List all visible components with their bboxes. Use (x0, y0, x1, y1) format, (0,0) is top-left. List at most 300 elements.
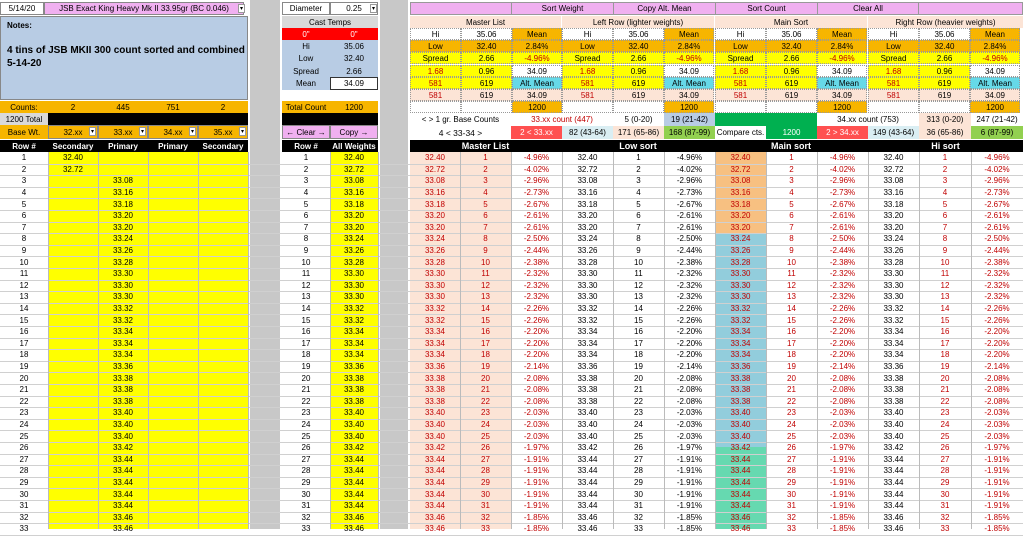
primary-33-value: 33.30 (112, 280, 134, 290)
low-pct: -2.20% (676, 350, 703, 360)
hi-weight: 33.38 (883, 396, 904, 406)
master-weight: 33.38 (424, 385, 446, 395)
pellet-title-dropdown[interactable]: JSB Exact King Heavy Mk II 33.95gr (BC 0.046) (44, 2, 244, 15)
low-index: 27 (634, 454, 643, 464)
hi-weight: 33.20 (883, 211, 904, 221)
master-weight: 33.44 (424, 489, 446, 499)
left-row-stat-r6-c2: 1200 (664, 101, 714, 113)
row-number: 3 (21, 176, 27, 186)
master-index: 20 (481, 373, 490, 383)
hi-pct: -2.50% (984, 234, 1010, 244)
hi-pct: -2.08% (984, 396, 1010, 406)
low-weight: 33.18 (577, 199, 598, 209)
master-pct: -2.61% (523, 211, 550, 221)
row-number: 7 (21, 222, 27, 232)
hi-weight: 33.46 (883, 512, 904, 522)
low-value: 32.40 (330, 52, 378, 65)
primary-33-value: 33.38 (112, 396, 134, 406)
bin-21-42-high: 247 (21-42) (971, 113, 1023, 126)
col-divider (613, 152, 614, 529)
main-weight: 33.38 (730, 396, 751, 406)
left-row-stat-r0-c0: Hi (562, 28, 613, 40)
master-weight: 33.34 (424, 350, 446, 360)
master-pct: -2.08% (523, 396, 550, 406)
all-weight-value: 33.38 (343, 373, 365, 383)
mid-row-number: 19 (301, 362, 311, 372)
hi-weight: 33.38 (883, 373, 904, 383)
main-weight: 33.46 (730, 512, 751, 522)
main-index: 29 (787, 478, 796, 488)
master-weight: 33.40 (424, 420, 446, 430)
main-pct: -2.96% (829, 176, 856, 186)
hi-pct: -2.61% (984, 211, 1010, 221)
hdr-secondary-low: Secondary (48, 140, 98, 152)
master-weight: 33.20 (424, 211, 446, 221)
low-weight: 33.30 (577, 280, 598, 290)
all-weight-value: 33.46 (343, 524, 365, 534)
main-weight: 33.30 (730, 292, 751, 302)
master-pct: -1.85% (523, 524, 550, 534)
master-index: 8 (483, 234, 488, 244)
main-weight: 33.30 (730, 280, 751, 290)
primary-33-value: 33.20 (112, 222, 134, 232)
date-cell[interactable]: 5/14/20 (0, 2, 44, 15)
row-number: 28 (19, 466, 29, 476)
low-pct: -2.20% (676, 327, 703, 337)
all-weight-value: 33.40 (343, 420, 365, 430)
col-divider (511, 152, 512, 529)
main-index: 27 (787, 454, 796, 464)
master-index: 30 (481, 489, 490, 499)
primary-33-value: 33.44 (112, 466, 134, 476)
master-pct: -2.03% (523, 431, 550, 441)
hi-pct: -2.32% (984, 292, 1010, 302)
main-index: 6 (789, 211, 794, 221)
low-index: 11 (634, 269, 643, 279)
main-sort-stat-r1-c0: Low (715, 40, 766, 52)
row-number: 18 (19, 350, 29, 360)
row-number: 22 (19, 396, 29, 406)
secondary-low-value (48, 372, 98, 384)
low-index: 19 (634, 362, 643, 372)
row-number: 27 (19, 454, 29, 464)
low-pct: -1.91% (676, 466, 703, 476)
hi-pct: -1.91% (984, 489, 1010, 499)
hi-weight: 33.32 (883, 315, 904, 325)
main-sort-stat-r2-c1: 2.66 (766, 52, 817, 64)
main-index: 14 (787, 304, 796, 314)
main-pct: -2.32% (829, 280, 856, 290)
mean-label: Mean (282, 77, 330, 90)
main-sort-stat-r3-c1: 0.96 (766, 65, 817, 77)
main-pct: -2.03% (829, 420, 856, 430)
primary-33-value: 33.38 (112, 385, 134, 395)
primary-33-value: 33.32 (112, 315, 134, 325)
hi-weight: 33.26 (883, 246, 904, 256)
copy-alt-mean-button[interactable]: Copy Alt. Mean (613, 2, 715, 15)
hi-pct: -4.96% (984, 153, 1010, 163)
main-sort-stat-r4-c0: 581 (715, 77, 766, 89)
secondary-low-value (48, 326, 98, 338)
left-row-stat-r2-c1: 2.66 (613, 52, 664, 64)
hdr-row-num: Row # (0, 140, 48, 152)
hi-weight: 33.38 (883, 385, 904, 395)
hi-pct: -4.02% (984, 164, 1010, 174)
all-weight-value: 33.34 (343, 350, 365, 360)
master-stat-r5-c2: 34.09 (512, 89, 562, 101)
row-number: 23 (19, 408, 29, 418)
bin-43-64-high: 149 (43-64) (868, 126, 919, 139)
main-index: 20 (787, 373, 796, 383)
master-stat-r6-c1 (461, 101, 512, 113)
main-pct: -2.20% (829, 327, 856, 337)
sort-count-button[interactable]: Sort Count (715, 2, 817, 15)
left-row-title: Left Row (lighter weights) (562, 16, 714, 28)
all-weight-value: 33.16 (343, 188, 365, 198)
base-34-dropdown[interactable]: 34.xx (148, 125, 198, 139)
mid-row-number: 7 (303, 222, 309, 232)
spread-value: 2.66 (330, 65, 378, 77)
clear-all-button[interactable]: Clear All (817, 2, 919, 15)
primary-33-value: 33.44 (112, 489, 134, 499)
separator (250, 0, 280, 529)
hi-pct: -2.03% (984, 431, 1010, 441)
right-row-stat-r6-c0 (868, 101, 919, 113)
secondary-low-value (48, 512, 98, 524)
low-pct: -2.61% (676, 222, 703, 232)
row-number: 25 (19, 431, 29, 441)
main-index: 32 (787, 512, 796, 522)
master-index: 25 (481, 431, 490, 441)
all-weight-value: 33.40 (343, 408, 365, 418)
row-number: 10 (19, 257, 29, 267)
clear-button[interactable]: ← Clear → (282, 125, 330, 139)
main-pct: -4.96% (829, 153, 856, 163)
master-stat-r2-c1: 2.66 (461, 52, 512, 64)
primary-33-value: 33.44 (112, 501, 134, 511)
total-label: 1200 Total (0, 113, 48, 125)
all-weight-value: 33.30 (343, 269, 365, 279)
chevron-down-icon[interactable]: ▾ (239, 6, 243, 12)
mean-value: 34.09 (330, 77, 378, 90)
hi-weight: 33.20 (883, 222, 904, 232)
main-weight: 33.30 (730, 269, 751, 279)
hi-weight: 33.34 (883, 350, 904, 360)
main-weight: 33.32 (730, 304, 751, 314)
master-pct: -2.26% (523, 304, 550, 314)
master-stat-r5-c0: 581 (410, 89, 461, 101)
secondary-low-value (48, 245, 98, 257)
left-row-stat-r4-c1: 619 (613, 77, 664, 89)
low-index: 30 (634, 489, 643, 499)
master-weight: 33.44 (424, 466, 446, 476)
left-row-stat-r3-c2: 34.09 (664, 65, 714, 77)
secondary-low-value (48, 500, 98, 512)
left-row-stat-r2-c2: -4.96% (664, 52, 714, 64)
base-33-dropdown[interactable]: 33.xx (98, 125, 148, 139)
low-index: 25 (634, 431, 643, 441)
col-divider (378, 152, 379, 529)
chevron-down-icon[interactable]: ▾ (240, 129, 244, 135)
main-pct: -2.61% (829, 222, 856, 232)
main-index: 1 (789, 153, 794, 163)
master-pct: -1.85% (523, 512, 550, 522)
master-weight: 33.46 (424, 524, 446, 534)
all-weight-value: 33.24 (343, 234, 365, 244)
main-pct: -2.44% (829, 246, 856, 256)
col-divider (248, 152, 249, 529)
right-row-stat-r6-c2: 1200 (970, 101, 1020, 113)
hi-pct: -1.97% (984, 443, 1010, 453)
main-weight: 33.24 (730, 234, 751, 244)
count-prim-34: 751 (148, 101, 198, 113)
main-pct: -1.91% (829, 489, 856, 499)
all-weight-value: 33.44 (343, 489, 365, 499)
diameter-dropdown[interactable]: 0.25 (330, 2, 378, 15)
base-32-dropdown[interactable]: 32.xx (48, 125, 98, 139)
mid-row-number: 15 (301, 315, 311, 325)
separator (380, 0, 408, 529)
low-pct: -2.61% (676, 211, 703, 221)
primary-33-value: 33.32 (112, 304, 134, 314)
low-pct: -2.73% (676, 188, 703, 198)
low-pct: -4.96% (676, 153, 703, 163)
col-divider (817, 152, 818, 529)
hi-pct: -2.61% (984, 222, 1010, 232)
master-index: 13 (481, 292, 490, 302)
primary-33-value: 33.40 (112, 431, 134, 441)
low-weight: 33.32 (577, 304, 598, 314)
primary-33-value: 33.24 (112, 234, 134, 244)
col-divider (148, 152, 149, 529)
low-pct: -1.91% (676, 501, 703, 511)
master-weight: 32.40 (424, 153, 446, 163)
chevron-down-icon[interactable]: ▾ (90, 129, 94, 135)
main-weight: 33.28 (730, 257, 751, 267)
all-weight-value: 33.30 (343, 292, 365, 302)
master-stat-r2-c2: -4.96% (512, 52, 562, 64)
low-weight: 33.44 (577, 489, 598, 499)
main-index: 11 (787, 269, 796, 279)
hi-index: 1 (942, 153, 948, 163)
hi-weight: 33.44 (883, 489, 904, 499)
bin-0-20-high: 313 (0-20) (919, 113, 971, 126)
row-number: 8 (21, 234, 27, 244)
low-pct: -2.50% (676, 234, 703, 244)
low-weight: 33.44 (577, 501, 598, 511)
master-stat-r4-c1: 619 (461, 77, 512, 89)
main-weight: 32.40 (730, 153, 751, 163)
master-index: 2 (483, 164, 488, 174)
main-weight: 33.38 (730, 373, 751, 383)
row-number: 31 (19, 501, 29, 511)
hdr-primary-34: Primary (148, 140, 198, 152)
hi-index: 33 (940, 524, 950, 534)
master-index: 27 (481, 454, 490, 464)
master-pct: -1.91% (523, 478, 550, 488)
main-sort-stat-r3-c0: 1.68 (715, 65, 766, 77)
mid-row-number: 24 (301, 420, 311, 430)
cast-temp-2[interactable]: 0" (330, 28, 378, 40)
low-weight: 33.26 (577, 246, 598, 256)
low-index: 28 (634, 466, 643, 476)
hi-pct: -2.20% (984, 327, 1010, 337)
right-row-stat-r0-c0: Hi (868, 28, 919, 40)
master-stat-r3-c0: 1.68 (410, 65, 461, 77)
all-weight-value: 33.46 (343, 512, 365, 522)
low-index: 31 (634, 501, 643, 511)
col-divider (562, 152, 563, 529)
hi-index: 8 (942, 234, 948, 244)
mid-row-number: 26 (301, 443, 311, 453)
low-weight: 33.42 (577, 443, 598, 453)
master-pct: -2.14% (523, 362, 550, 372)
low-pct: -2.96% (676, 176, 703, 186)
row-number: 1 (21, 153, 27, 163)
main-weight: 33.36 (730, 362, 751, 372)
hi-weight: 33.40 (883, 408, 904, 418)
primary-33-value: 33.44 (112, 478, 134, 488)
main-index: 26 (787, 443, 796, 453)
cast-temp-1[interactable]: 0" (282, 28, 330, 40)
master-index: 14 (481, 304, 490, 314)
all-weight-value: 33.32 (343, 304, 365, 314)
primary-33-value: 33.20 (112, 211, 134, 221)
low-index: 6 (636, 211, 641, 221)
secondary-low-value (48, 314, 98, 326)
main-weight: 33.26 (730, 246, 751, 256)
main-weight: 33.16 (730, 188, 751, 198)
main-pct: -1.91% (829, 466, 856, 476)
hi-pct: -2.14% (984, 362, 1010, 372)
master-pct: -4.96% (523, 153, 550, 163)
master-weight: 33.44 (424, 501, 446, 511)
low-weight: 33.40 (577, 431, 598, 441)
hi-index: 11 (940, 269, 950, 279)
main-index: 12 (787, 280, 796, 290)
right-row-stat-r2-c0: Spread (868, 52, 919, 64)
low-index: 21 (634, 385, 643, 395)
all-weight-value: 33.32 (343, 315, 365, 325)
main-pct: -2.67% (829, 199, 856, 209)
left-row-stat-r6-c1 (613, 101, 664, 113)
master-pct: -2.20% (523, 327, 550, 337)
low-index: 14 (634, 304, 643, 314)
left-row-stat-r6-c0 (562, 101, 613, 113)
secondary-low-value (48, 268, 98, 280)
master-weight: 33.18 (424, 199, 446, 209)
low-weight: 33.34 (577, 338, 598, 348)
hi-pct: -2.44% (984, 246, 1010, 256)
right-row-stat-r5-c0: 581 (868, 89, 919, 101)
master-weight: 33.34 (424, 338, 446, 348)
master-pct: -2.38% (523, 257, 550, 267)
main-weight: 33.20 (730, 222, 751, 232)
low-pct: -1.85% (676, 524, 703, 534)
hdr-secondary-high: Secondary (198, 140, 248, 152)
main-sort-stat-r0-c0: Hi (715, 28, 766, 40)
all-weight-value: 33.38 (343, 385, 365, 395)
main-sort-stat-r5-c0: 581 (715, 89, 766, 101)
low-weight: 33.08 (577, 176, 598, 186)
hi-pct: -1.91% (984, 466, 1010, 476)
hi-pct: -2.38% (984, 257, 1010, 267)
secondary-low-value: 32.40 (62, 153, 84, 163)
secondary-low-value (48, 222, 98, 234)
master-index: 19 (481, 362, 490, 372)
notes-area[interactable] (0, 16, 248, 100)
master-pct: -2.61% (523, 222, 550, 232)
all-weight-value: 33.44 (343, 454, 365, 464)
low-pct: -2.20% (676, 338, 703, 348)
main-index: 2 (789, 164, 794, 174)
low-index: 29 (634, 478, 643, 488)
hi-pct: -2.08% (984, 373, 1010, 383)
hi-index: 13 (940, 292, 950, 302)
copy-button[interactable]: Copy → (330, 125, 378, 139)
low-pct: -2.32% (676, 292, 703, 302)
col-divider (868, 152, 869, 529)
mid-row-number: 18 (301, 350, 311, 360)
hi-index: 23 (940, 408, 950, 418)
row-number: 29 (19, 478, 29, 488)
low-index: 4 (636, 188, 641, 198)
sort-weight-button[interactable]: Sort Weight (511, 2, 613, 15)
row-number: 5 (21, 199, 27, 209)
bin-87-99-high: 6 (87-99) (971, 126, 1023, 139)
cast-temps-label: Cast Temps (282, 16, 378, 28)
hi-weight: 33.34 (883, 327, 904, 337)
main-weight: 33.38 (730, 385, 751, 395)
low-weight: 33.44 (577, 454, 598, 464)
base-35-dropdown[interactable]: 35.xx (198, 125, 248, 139)
chevron-down-icon[interactable]: ▾ (371, 6, 375, 12)
right-row-title: Right Row (heavier weights) (868, 16, 1023, 28)
master-weight: 33.36 (424, 362, 446, 372)
mid-row-number: 33 (301, 524, 311, 534)
low-pct: -1.97% (676, 443, 703, 453)
left-row-stat-r0-c1: 35.06 (613, 28, 664, 40)
master-weight: 32.72 (424, 164, 446, 174)
main-weight: 33.20 (730, 211, 751, 221)
hi-weight: 33.34 (883, 338, 904, 348)
chevron-down-icon[interactable]: ▾ (140, 129, 144, 135)
chevron-down-icon[interactable]: ▾ (190, 129, 194, 135)
main-index: 18 (787, 350, 796, 360)
hi-pct: -2.96% (984, 176, 1010, 186)
mid-row-number: 17 (301, 338, 311, 348)
low-index: 10 (634, 257, 643, 267)
main-weight: 33.40 (730, 431, 751, 441)
all-weight-value: 32.72 (343, 164, 365, 174)
hi-index: 15 (940, 315, 950, 325)
main-sort-stat-r0-c1: 35.06 (766, 28, 817, 40)
low-index: 16 (634, 327, 643, 337)
secondary-low-value (48, 198, 98, 210)
row-number: 9 (21, 246, 27, 256)
hi-index: 25 (940, 431, 950, 441)
hi-label: Hi (282, 40, 330, 52)
secondary-low-value (48, 419, 98, 431)
master-index: 18 (481, 350, 490, 360)
master-weight: 33.24 (424, 234, 446, 244)
mid-row-number: 10 (301, 257, 311, 267)
main-pct: -2.03% (829, 431, 856, 441)
right-row-stat-r4-c1: 619 (919, 77, 970, 89)
left-row-stat-r4-c2: Alt. Mean (664, 77, 714, 89)
count-sec-high: 2 (198, 101, 248, 113)
low-index: 20 (634, 373, 643, 383)
